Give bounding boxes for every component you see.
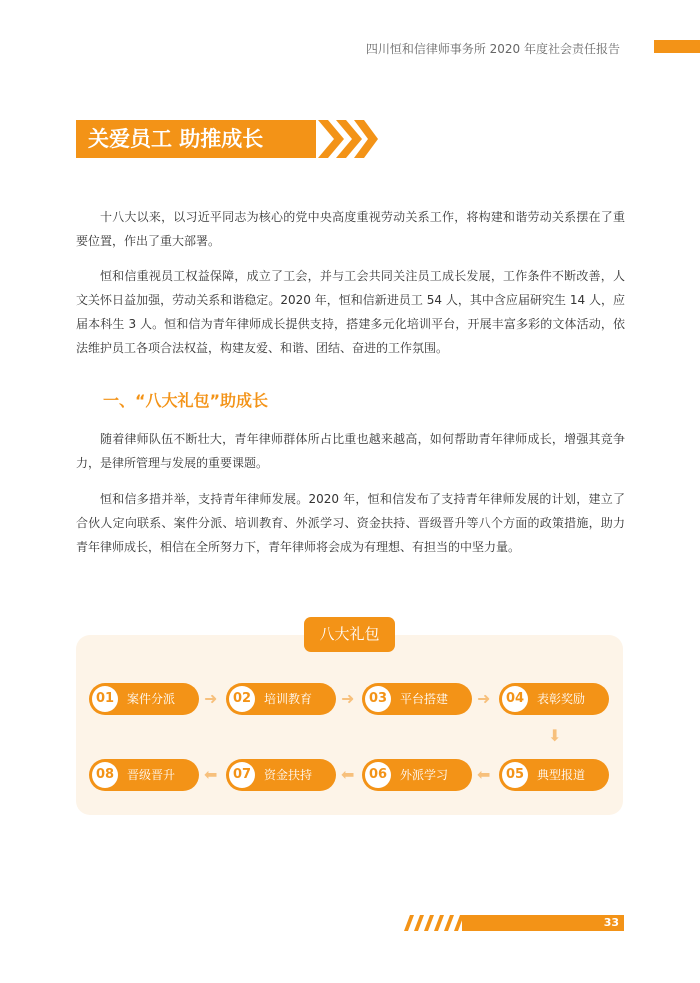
banner-stripes-decoration <box>318 120 378 158</box>
gift-number: 05 <box>502 762 528 788</box>
arrow-left-icon: ⬅ <box>477 765 491 784</box>
arrow-right-icon: ➜ <box>477 689 491 708</box>
gift-number: 08 <box>92 762 118 788</box>
gift-label: 平台搭建 <box>400 692 449 706</box>
subheading-eight-gifts: 一、“八大礼包”助成长 <box>103 391 269 410</box>
gift-number: 06 <box>365 762 391 788</box>
gift-label: 培训教育 <box>264 692 313 706</box>
gift-item-02 <box>226 683 336 715</box>
arrow-down-icon: ⬇ <box>548 726 562 745</box>
arrow-right-icon: ➜ <box>204 689 218 708</box>
gift-label: 晋级晋升 <box>127 768 176 782</box>
footer-stripes-decoration <box>398 915 468 931</box>
section-title-banner: 关爱员工 助推成长 <box>76 120 316 158</box>
gift-item-07 <box>226 759 336 791</box>
gift-number: 02 <box>229 686 255 712</box>
gift-number: 01 <box>92 686 118 712</box>
paragraph-young-lawyers: 随着律师队伍不断壮大，青年律师群体所占比重也越来越高，如何帮助青年律师成长，增强其竞争力，是律所管理与发展的重要课题。 <box>76 432 625 470</box>
gift-label: 资金扶持 <box>264 768 313 782</box>
gift-item-06 <box>362 759 472 791</box>
gift-number: 03 <box>365 686 391 712</box>
header-accent-bar <box>654 40 700 53</box>
gift-number: 07 <box>229 762 255 788</box>
report-header-title: 四川恒和信律师事务所 2020 年度社会责任报告 <box>365 42 620 56</box>
arrow-left-icon: ⬅ <box>204 765 218 784</box>
gift-number: 04 <box>502 686 528 712</box>
gift-label: 表彰奖励 <box>537 692 586 706</box>
arrow-right-icon: ➜ <box>341 689 355 708</box>
page-number: 33 <box>603 916 619 929</box>
gift-item-01 <box>89 683 199 715</box>
arrow-left-icon: ⬅ <box>341 765 355 784</box>
paragraph-intro: 十八大以来，以习近平同志为核心的党中央高度重视劳动关系工作，将构建和谐劳动关系摆在了重要位置，作出了重大部署。 <box>76 210 625 248</box>
gift-label: 外派学习 <box>400 768 449 782</box>
gift-label: 案件分派 <box>127 692 176 706</box>
gift-item-03 <box>362 683 472 715</box>
diagram-title: 八大礼包 <box>304 617 395 652</box>
gift-item-05 <box>499 759 609 791</box>
gift-item-08 <box>89 759 199 791</box>
paragraph-support-plan: 恒和信多措并举，支持青年律师发展。2020 年，恒和信发布了支持青年律师发展的计划，建立了合伙人定向联系、案件分派、培训教育、外派学习、资金扶持、晋级晋升等八个方面的政策措施，助力青年律师成长，相信在全所努力下，青年律师将会成为有理想、有担当的中坚力量。 <box>76 492 625 554</box>
paragraph-rights: 恒和信重视员工权益保障，成立了工会，并与工会共同关注员工成长发展，工作条件不断改善，人文关怀日益加强，劳动关系和谐稳定。2020 年，恒和信新进员工 54 人，其中含应届研究生 14 人，应届本科生 3 人。恒和信为青年律师成长提供支持，搭建多元化培训平台，开展丰富多彩的文体活动，依法维护员工各项合法权益，构建友爱、和谐、团结、奋进的工作氛围。 <box>76 269 625 355</box>
gift-item-04 <box>499 683 609 715</box>
gift-label: 典型报道 <box>537 768 586 782</box>
